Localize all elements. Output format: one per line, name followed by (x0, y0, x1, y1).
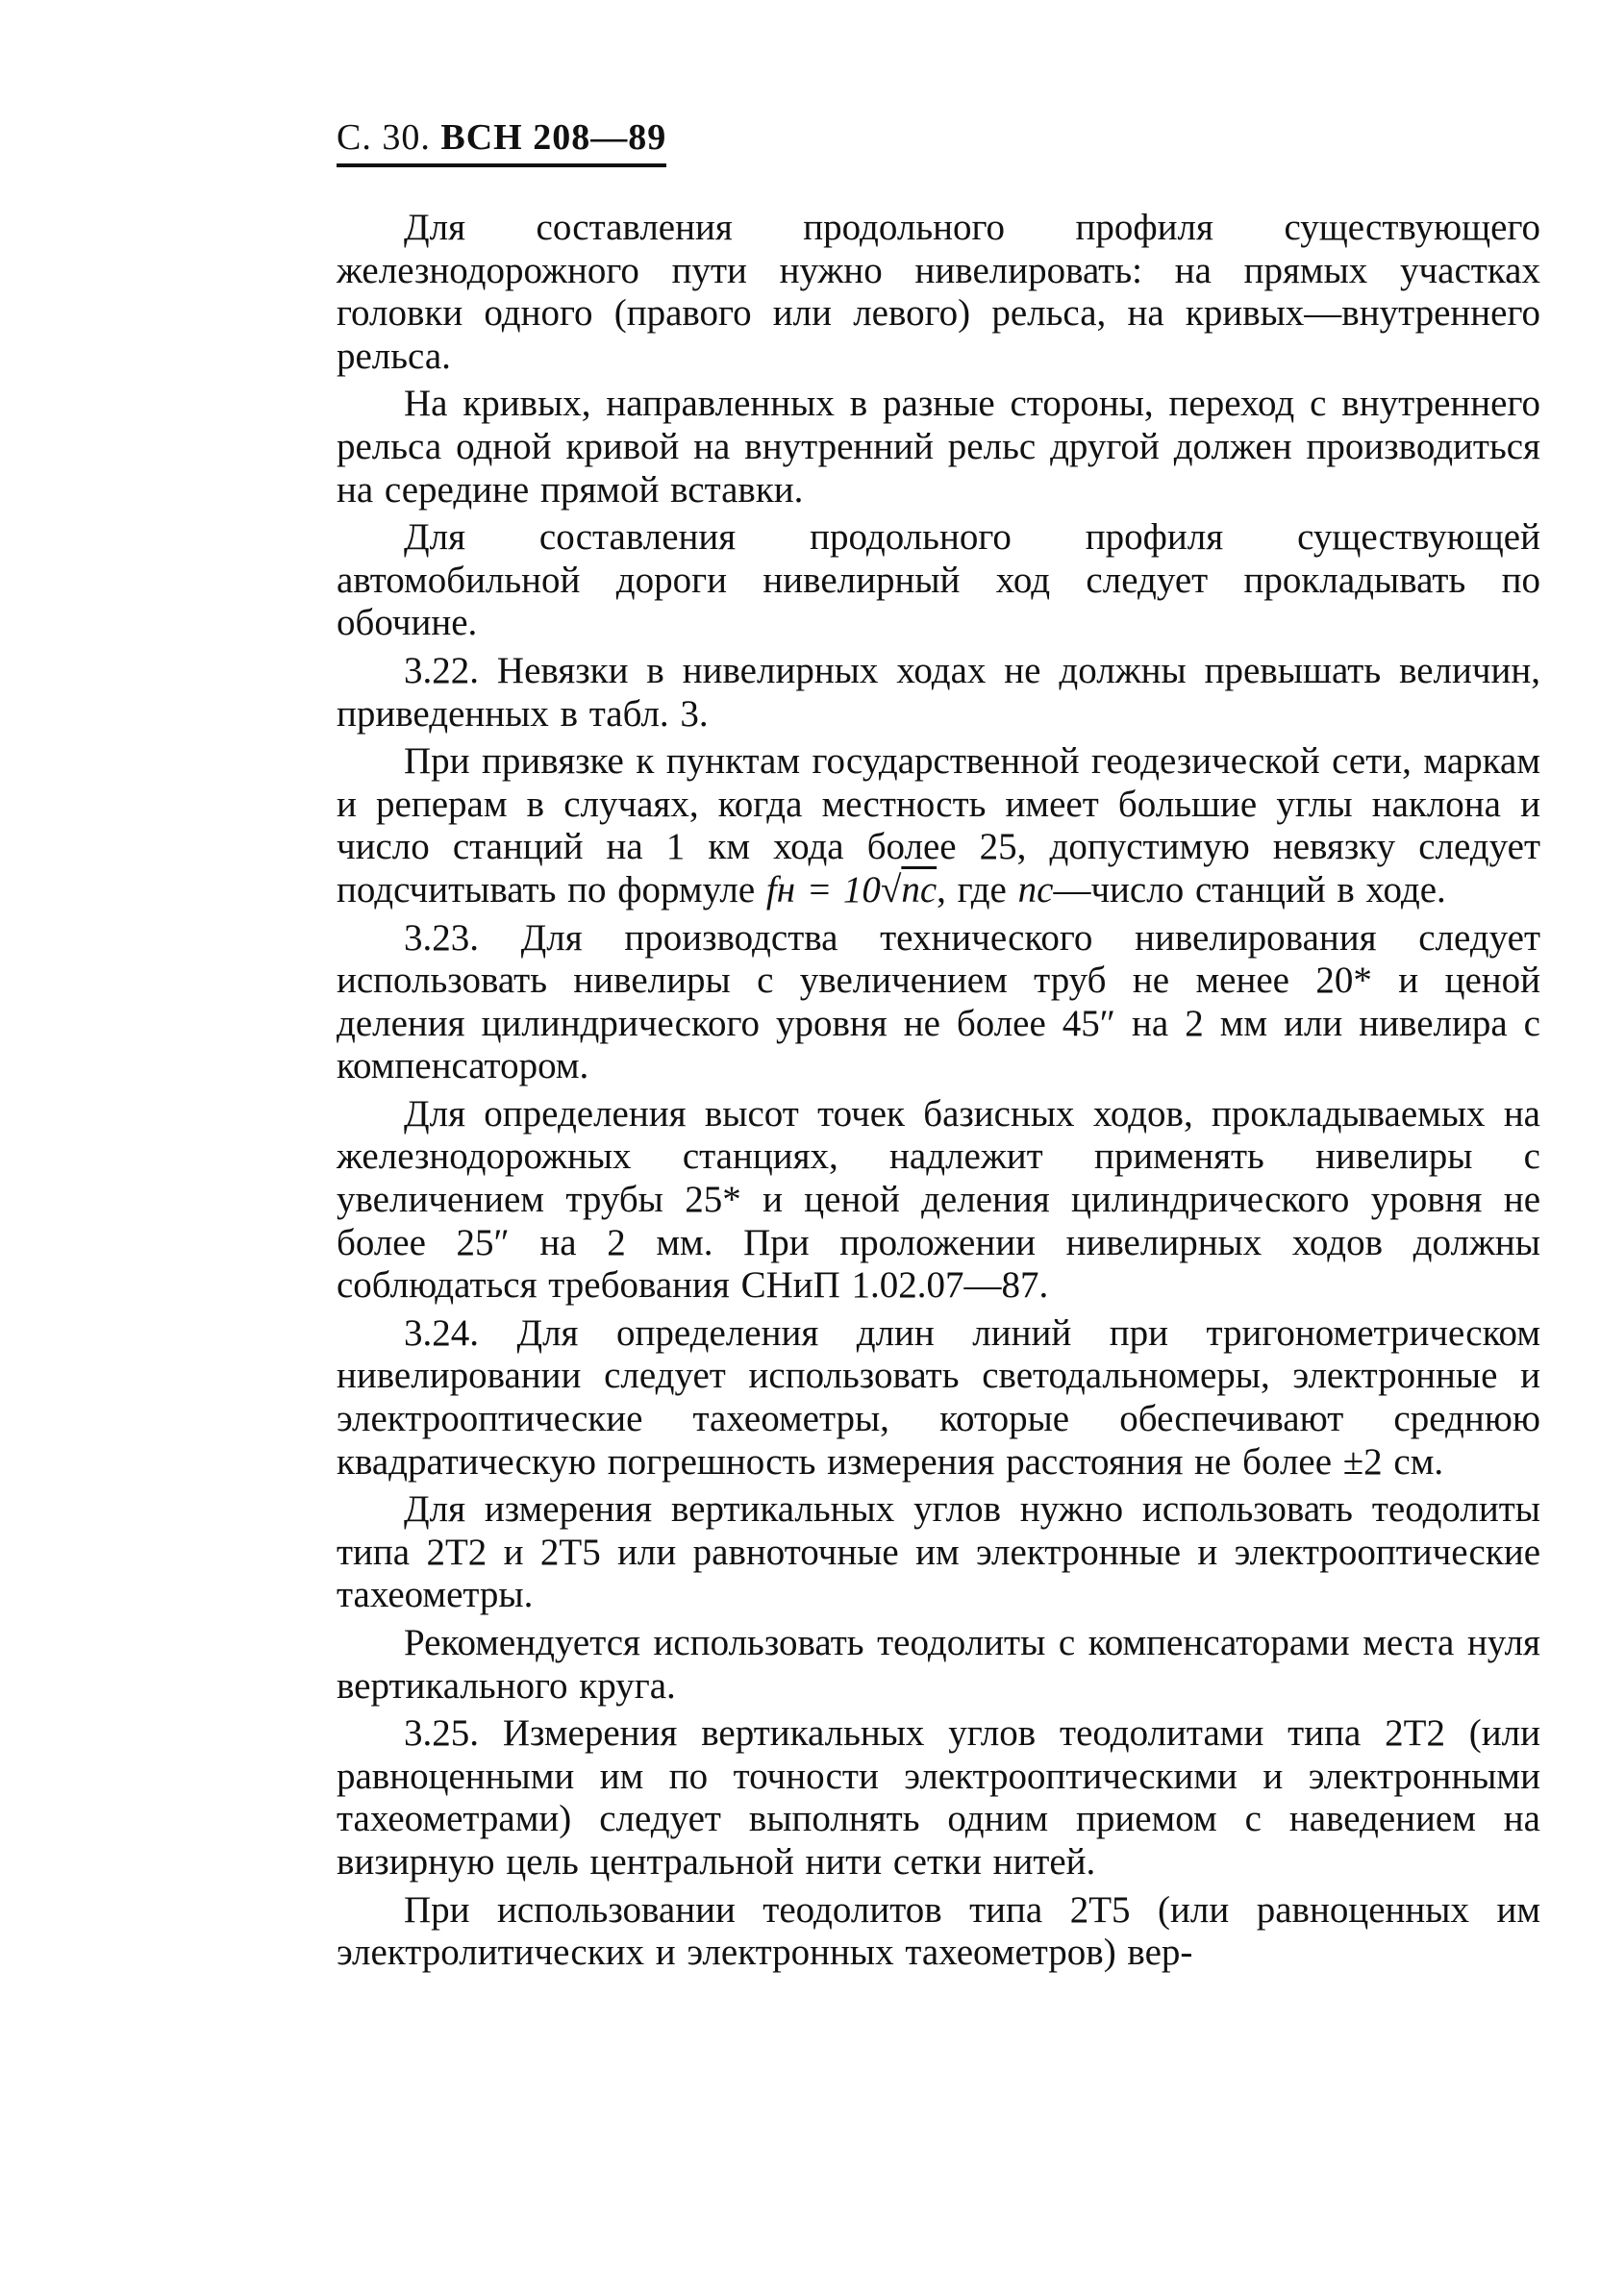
paragraph: Для составления продольного профиля существующей автомобильной дороги нивелирный ход следует прокладывать по обочине. (337, 516, 1540, 644)
paragraph: 3.23. Для производства технического нивелирования следует использовать нивелиры с увеличением труб не менее 20* и ценой деления цилиндрического уровня не более 45″ на 2 мм или нивелира с компенсатором. (337, 916, 1540, 1087)
paragraph: Для составления продольного профиля существующего железнодорожного пути нужно нивелировать: на прямых участках головки одного (правого или левого) рельса, на кривых—внутреннего рельса. (337, 207, 1540, 377)
page-header (337, 119, 666, 167)
paragraph: На кривых, направленных в разные стороны, переход с внутреннего рельса одной кривой на внутренний рельс другой должен производиться на середине прямой вставки. (337, 383, 1540, 511)
paragraph: 3.22. Невязки в нивелирных ходах не должны превышать величин, приведенных в табл. 3. (337, 649, 1540, 735)
paragraph: При использовании теодолитов типа 2Т5 (или равноценных им электролитических и электронных тахеометров) вер- (337, 1888, 1540, 1974)
formula-lhs: fн = 10 (765, 868, 881, 911)
document-code: ВСН 208—89 (440, 117, 667, 158)
formula-intro-text: При привязке к пунктам государственной геодезической сети, маркам и реперам в случаях, когда местность имеет большие углы наклона и число станций на 1 км хода более 25, допустимую невязку следует подсчитывать по формуле (337, 740, 1540, 911)
paragraph: Для измерения вертикальных углов нужно использовать теодолиты типа 2Т2 и 2Т5 или равноточные им электронные и электрооптические тахеометры. (337, 1488, 1540, 1616)
formula-variable: nс (1017, 868, 1054, 911)
formula (766, 869, 937, 911)
paragraph: Для определения высот точек базисных ходов, прокладываемых на железнодорожных станциях, надлежит применять нивелиры с увеличением трубы 25* и ценой деления цилиндрического уровня не более 25″ на 2 мм. При проложении нивелирных ходов должны соблюдаться требования СНиП 1.02.07—87. (337, 1092, 1540, 1307)
formula-tail-text: —число станций в ходе. (1053, 868, 1446, 911)
paragraph: 3.24. Для определения длин линий при тригонометрическом нивелировании следует использовать светодальномеры, электронные и электрооптические тахеометры, которые обеспечивают среднюю квадратическую погрешность измерения расстояния не более ±2 см. (337, 1311, 1540, 1483)
body-text (337, 207, 1540, 1980)
sqrt-sign: √ (880, 868, 902, 911)
paragraph: 3.25. Измерения вертикальных углов теодолитами типа 2Т2 (или равноценными им по точности электрооптическими и электронными тахеометрами) следует выполнять одним приемом с наведением на визирную цель центральной нити сетки нитей. (337, 1712, 1540, 1883)
formula-radicand: nс (901, 868, 938, 911)
formula-mid-text: , где (937, 868, 1018, 911)
paragraph: Рекомендуется использовать теодолиты с компенсаторами места нуля вертикального круга. (337, 1622, 1540, 1707)
page-number: С. 30. (337, 117, 431, 158)
paragraph-formula (337, 740, 1540, 911)
